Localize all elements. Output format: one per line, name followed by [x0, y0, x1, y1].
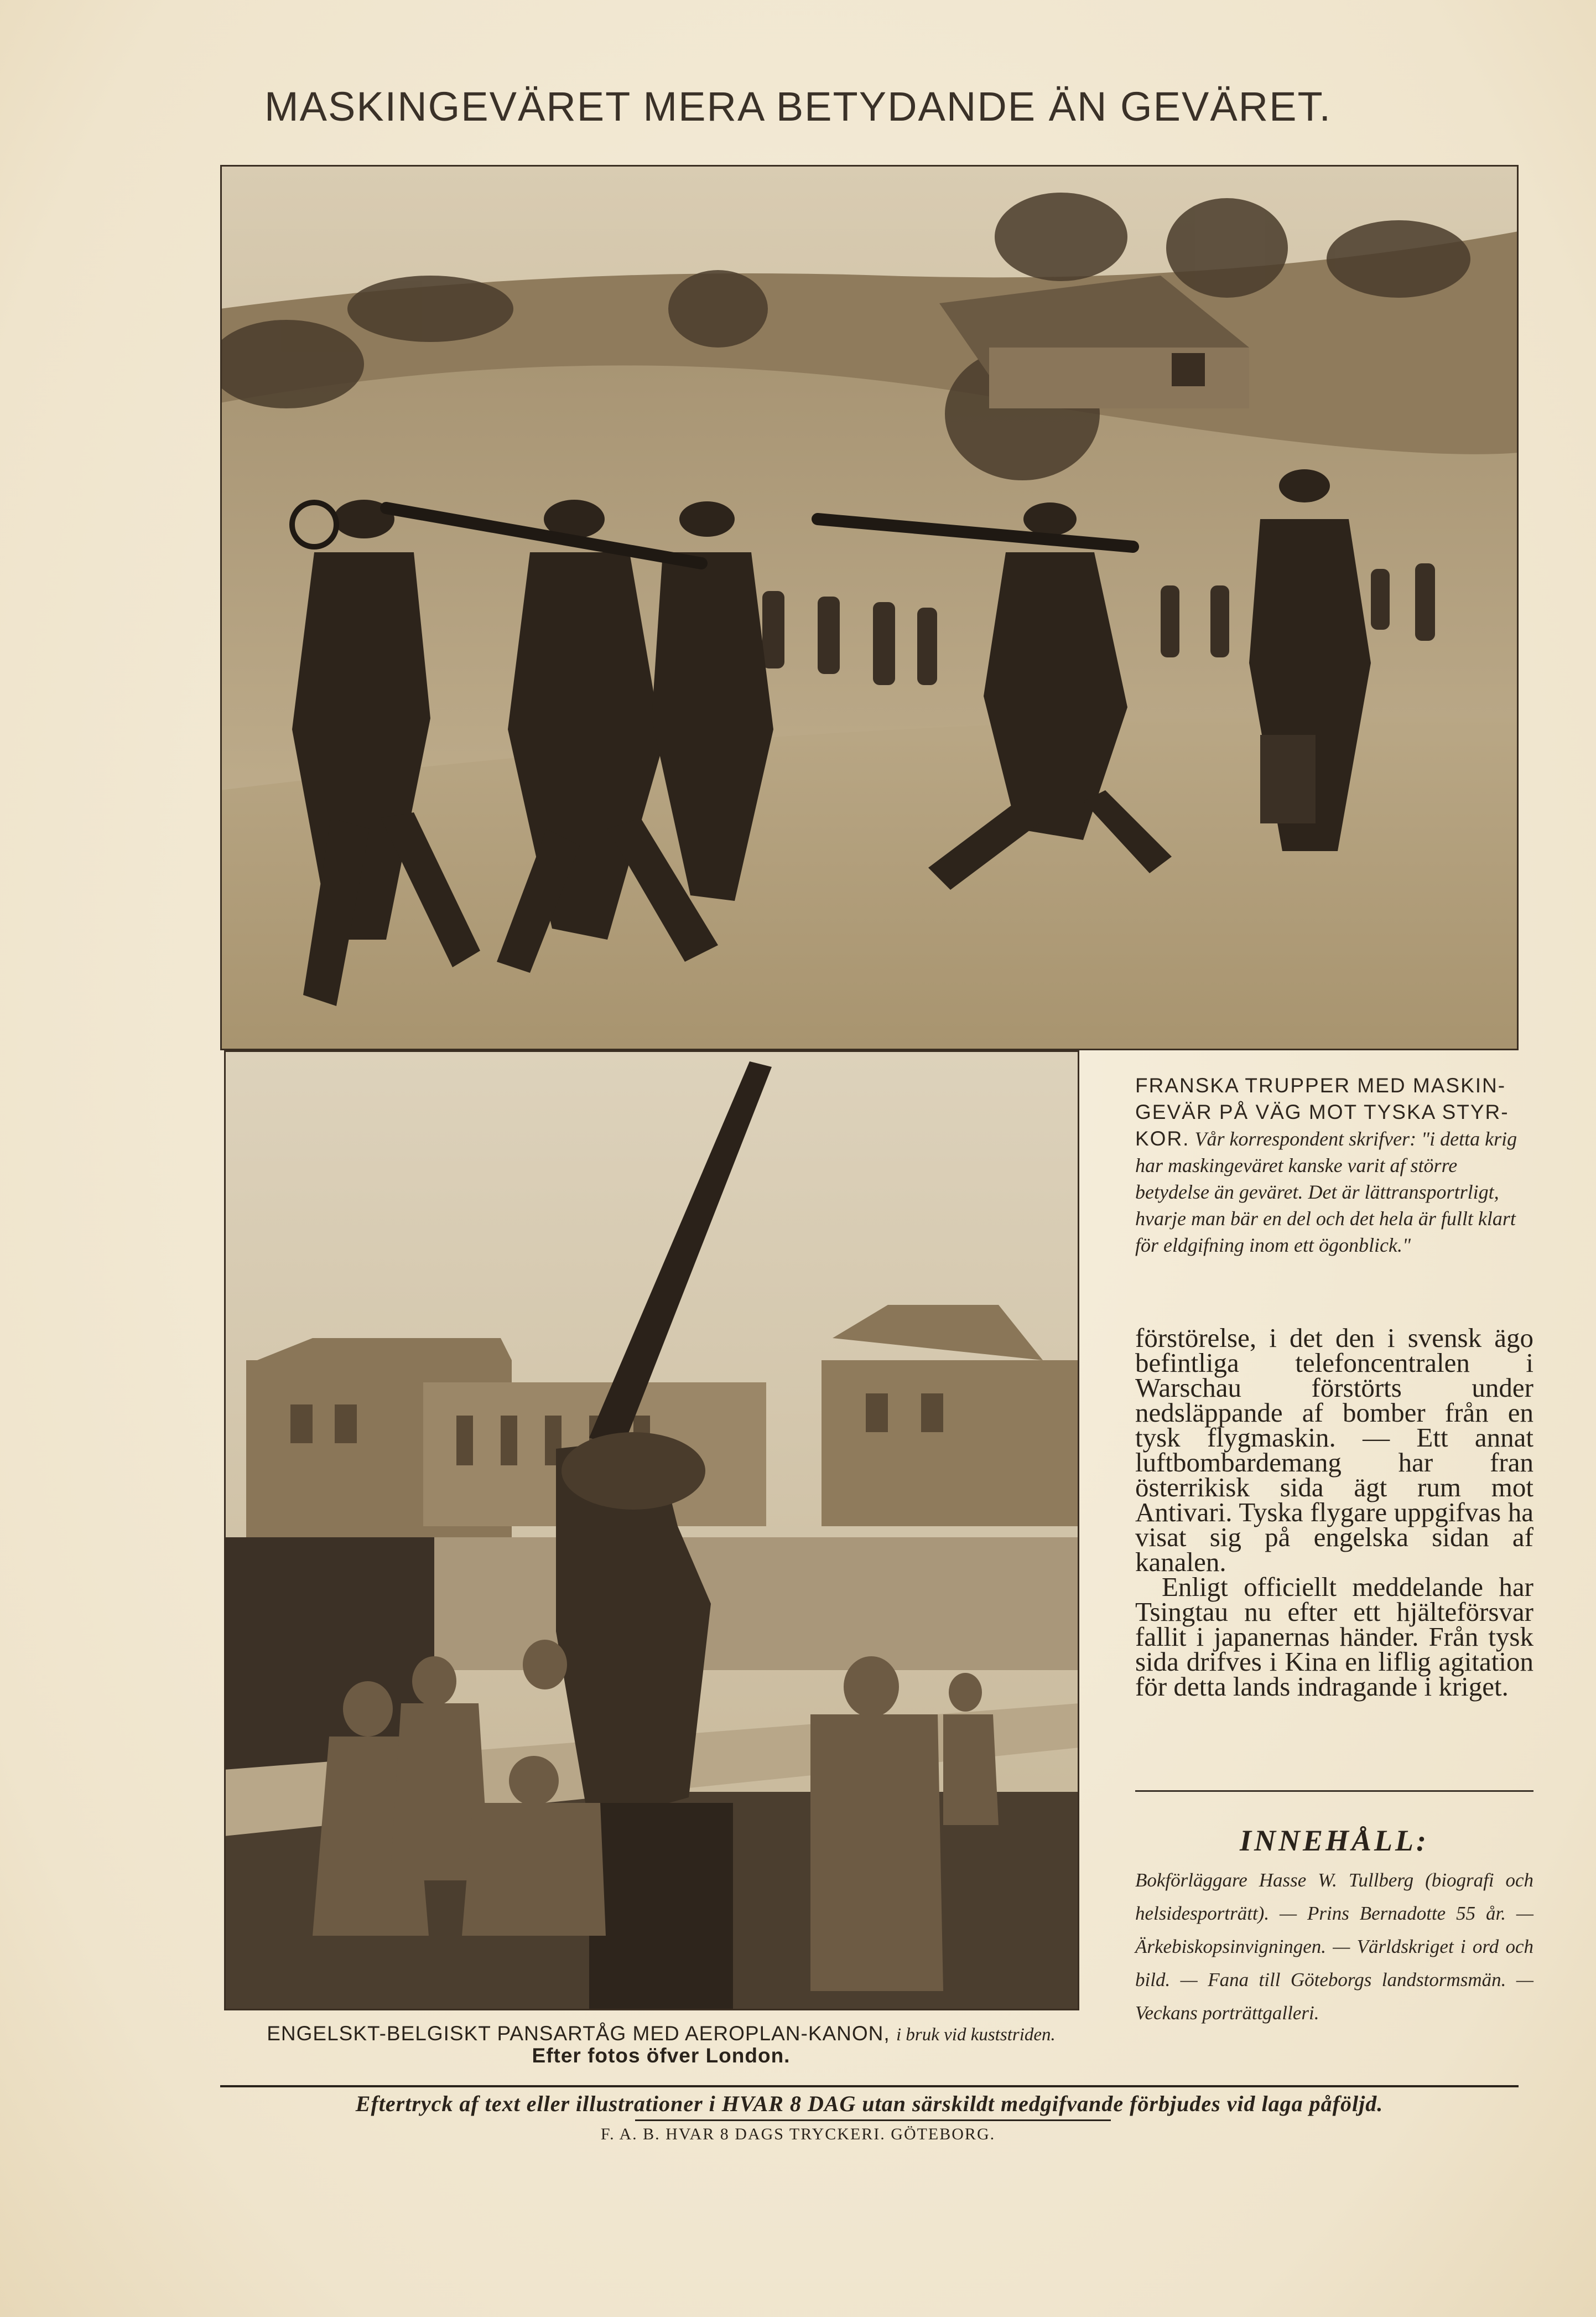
photo-credit: Efter fotos öfver London.: [532, 2044, 791, 2067]
page-title: MASKINGEVÄRET MERA BETYDANDE ÄN GEVÄRET.: [264, 84, 1332, 129]
photo-armoured-train-gun-image: [224, 1050, 1079, 2010]
divider: [1135, 1790, 1533, 1792]
photo-french-troops-image: [220, 165, 1519, 1050]
photo-french-troops: [220, 165, 1519, 1050]
printer-imprint: F. A. B. HVAR 8 DAGS TRYCKERI. GÖTEBORG.: [600, 2125, 996, 2143]
article-body: [1135, 1323, 1533, 1702]
footer-rule-short: [635, 2119, 1111, 2121]
top-photo-caption-quote: Vår korrespondent skrifver: "i detta krig har maskingeväret kanske varit af större betydelse än geväret. Det är lättransportrligt, hvarje man bär en del och det hela är fullt klart för eldgifning inom ett ögonblick.": [1135, 1128, 1517, 1256]
article-paragraph: förstörelse, i det den i svensk ägo befintliga telefoncentralen i Warschau förstörts under nedsläppande af bomber från en tysk flygmaskin. — Ett annat luftbombardemang har fran österrikisk sida ägt rum mot Antivari. Tyska flygare uppgifvas ha visat sig på engelska sidan af kanalen.: [1135, 1323, 1533, 1577]
bottom-photo-caption-heading: ENGELSKT-BELGISKT PANSARTÅG MED AEROPLAN-KANON,: [267, 2022, 890, 2045]
reprint-notice: Eftertryck af text eller illustrationer i HVAR 8 DAG utan särskildt medgifvande förbjudes vid laga påföljd.: [355, 2091, 1384, 2116]
photo-armoured-train-gun: [224, 1050, 1079, 2010]
article-paragraph: Enligt officiellt meddelande har Tsingtau nu efter ett hjälteförsvar fallit i japanernas händer. Från tysk sida drifves i Kina en liflig agitation för detta lands indragande i kriget.: [1135, 1572, 1533, 1702]
bottom-photo-caption: [219, 2023, 1104, 2066]
bottom-photo-caption-italic: i bruk vid kuststriden.: [896, 2025, 1056, 2045]
top-photo-caption-heading: FRANSKA TRUPPER MED MASKIN-GEVÄR PÅ VÄG MOT TYSKA STYR-KOR.: [1135, 1074, 1509, 1150]
contents-heading: INNEHÅLL:: [1240, 1824, 1429, 1857]
footer-rule: [220, 2085, 1519, 2087]
contents-list: Bokförläggare Hasse W. Tullberg (biografi och helsidesporträtt). — Prins Bernadotte 55 år. — Ärkebiskopsinvigningen. — Världskriget i ord och bild. — Fana till Göteborgs landstormsmän. — Veckans porträttgalleri.: [1135, 1869, 1533, 2024]
top-photo-caption: [1135, 1072, 1533, 1258]
